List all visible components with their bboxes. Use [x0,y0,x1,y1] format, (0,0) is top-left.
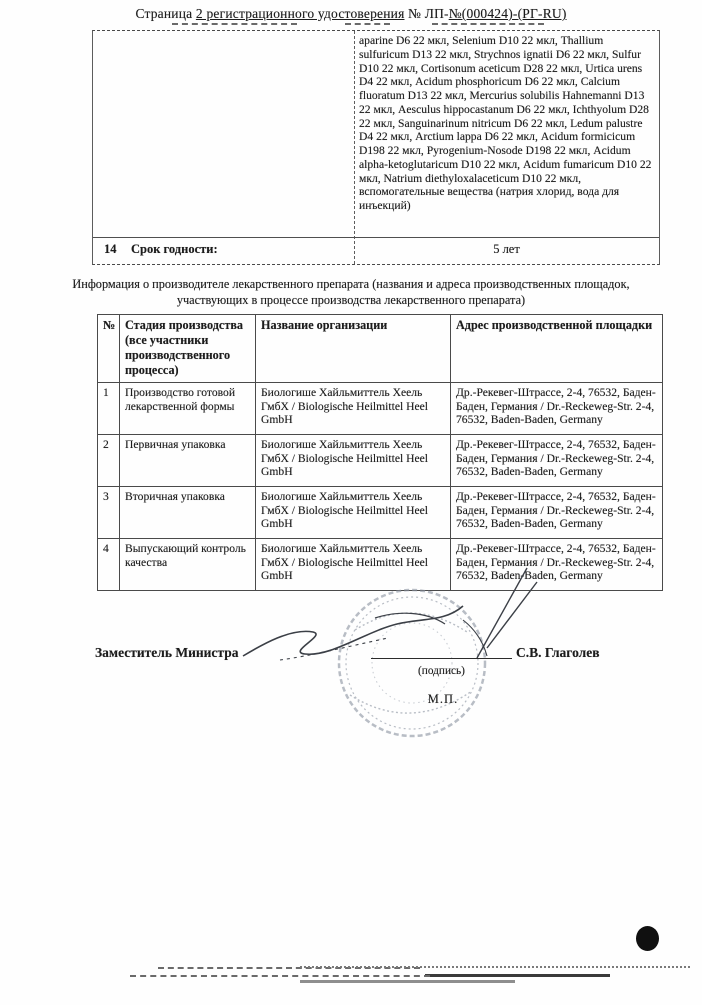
table-row [98,383,663,435]
scan-smudge-line [432,23,544,25]
site-address: Др.-Рекевег-Штрассе, 2-4, 76532, Баден-Баден, Германия / Dr.-Reckeweg-Str. 2-4, 76532, Baden-Baden, Germany [451,435,663,487]
row-number: 14 [104,242,117,256]
row-number: 1 [98,383,120,435]
seal-place-mark: М.П. [427,692,459,706]
page-title-middle: № ЛП- [404,6,449,21]
table-row [98,539,663,591]
scan-smudge-line [345,23,390,25]
page-title-registration-number: №(000424)-(РГ-RU) [448,6,567,21]
production-stage: Выпускающий контроль качества [120,539,256,591]
organization-name: Биологише Хайльмиттель Хеель ГмбХ / Biologische Heilmittel Heel GmbH [256,539,451,591]
shelf-life-row [93,238,659,263]
organization-name: Биологише Хайльмиттель Хеель ГмбХ / Biologische Heilmittel Heel GmbH [256,383,451,435]
site-address: Др.-Рекевег-Штрассе, 2-4, 76532, Баден-Баден, Германия / Dr.-Reckeweg-Str. 2-4, 76532, Baden-Baden, Germany [451,487,663,539]
signature-caption: (подпись) [418,665,465,677]
production-stage: Производство готовой лекарственной формы [120,383,256,435]
organization-name: Биологише Хайльмиттель Хеель ГмбХ / Biologische Heilmittel Heel GmbH [256,487,451,539]
column-header-organization: Название организации [256,315,451,383]
scan-smudge-line [300,966,690,968]
row-number: 3 [98,487,120,539]
scan-smudge-line [300,980,515,983]
site-address: Др.-Рекевег-Штрассе, 2-4, 76532, Баден-Баден, Германия / Dr.-Reckeweg-Str. 2-4, 76532, Baden-Baden, Germany [451,539,663,591]
column-header-number: № [98,315,120,383]
manufacturing-sites-table [97,314,663,591]
signature-line [371,658,512,659]
registration-table-continuation [92,30,660,265]
signer-name: С.В. Глаголев [516,645,600,660]
row-number: 2 [98,435,120,487]
page-title [0,6,702,22]
scan-smudge-line [172,23,297,25]
composition-continuation-text: aparine D6 22 мкл, Selenium D10 22 мкл, Thallium sulfuricum D13 22 мкл, Strychnos ignatii D6 22 мкл, Sulfur D10 22 мкл, Cortisonum aceticum D28 22 мкл, Urtica urens D4 22 мкл, Acidum phosphoricum D6 22 мкл, Calcium fluoratum D13 22 мкл, Mercurius solubilis Hahnemanni D13 22 мкл, Aesculus hippocastanum D6 22 мкл, Ichthyolum D28 22 мкл, Sanguinarinum nitricum D6 22 мкл, Ledum palustre D4 22 мкл, Arctium lappa D6 22 мкл, Acidum formicicum D198 22 мкл, Pyrogenium-Nosode D198 22 мкл, Acidum alpha-ketoglutaricum D10 22 мкл, Acidum fumaricum D10 22 мкл, Natrium diethyloxalaceticum D10 22 мкл, вспомогательные вещества (натрия хлорид, вода для инъекций) [359,34,652,212]
page-title-underlined-number: 2 регистрационного удостоверения [195,6,405,21]
signature-scribble [243,606,463,660]
shelf-life-label: Срок годности: [131,242,218,256]
shelf-life-value: 5 лет [493,242,520,256]
scan-smudge-line [130,975,430,977]
production-stage: Вторичная упаковка [120,487,256,539]
scan-smudge-line [425,974,610,977]
column-header-address: Адрес производственной площадки [451,315,663,383]
table-header-row [98,315,663,383]
organization-name: Биологише Хайльмиттель Хеель ГмбХ / Biologische Heilmittel Heel GmbH [256,435,451,487]
site-address: Др.-Рекевег-Штрассе, 2-4, 76532, Баден-Баден, Германия / Dr.-Reckeweg-Str. 2-4, 76532, Baden-Baden, Germany [451,383,663,435]
stamp-rings [339,590,485,736]
row-number: 4 [98,539,120,591]
table-row [98,487,663,539]
production-stage: Первичная упаковка [120,435,256,487]
table1-column-divider [354,31,355,264]
table-row [98,435,663,487]
punch-hole-dot [636,926,659,951]
signer-title: Заместитель Министра [95,645,239,660]
manufacturer-info-heading: Информация о производителе лекарственного препарата (названия и адреса производственных площадок, участвующих в процессе производства лекарственного препарата) [72,277,630,307]
page-title-prefix: Страница [135,6,196,21]
column-header-stage: Стадия производства (все участники производственного процесса) [120,315,256,383]
